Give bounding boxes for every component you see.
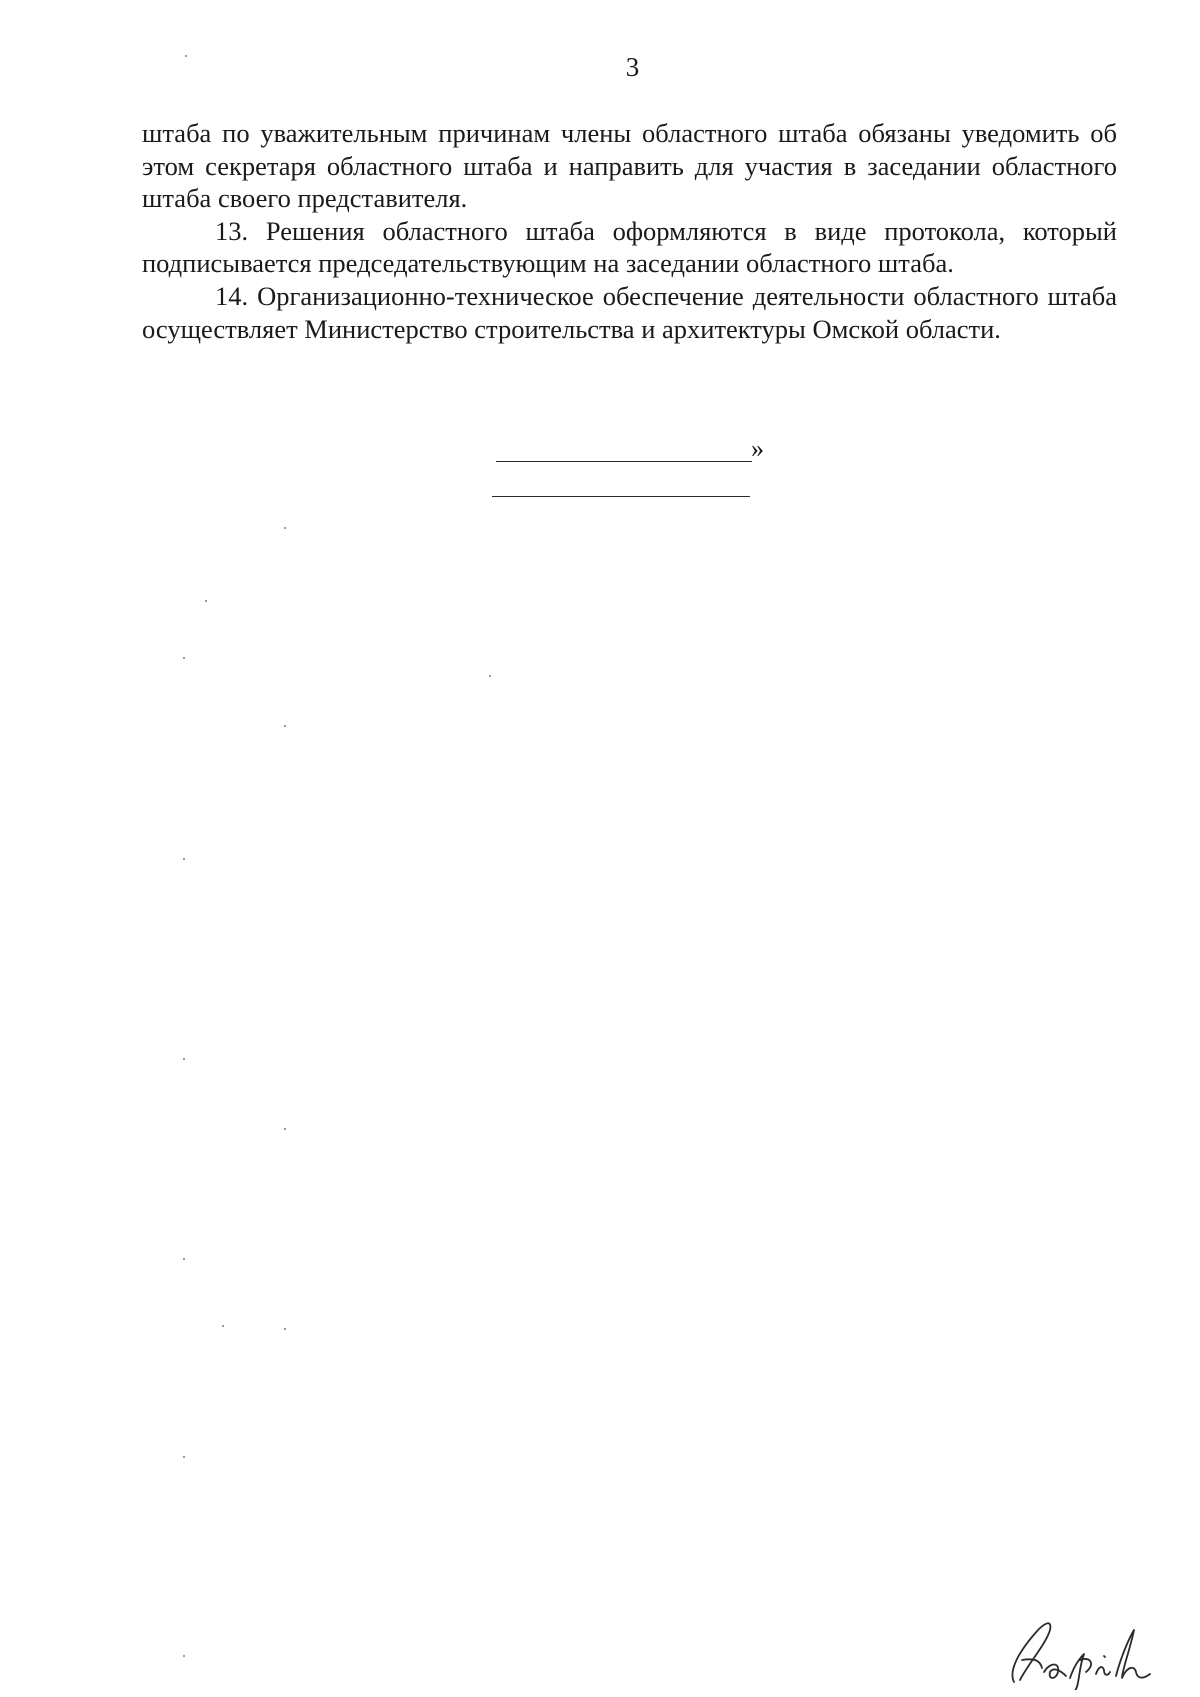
scan-speck	[185, 55, 187, 57]
paragraph-continuation: штаба по уважительным причинам члены областного штаба обязаны уведомить об этом секретаря областного штаба и направить для участия в заседании областного штаба своего представителя.	[142, 118, 1117, 214]
scan-speck	[183, 1456, 185, 1458]
scan-speck	[284, 527, 286, 529]
handwritten-signature	[1000, 1600, 1160, 1690]
scan-speck	[183, 1258, 185, 1260]
page-number: 3	[625, 52, 640, 82]
closing-rule-lower	[492, 496, 750, 497]
closing-quote-mark: »	[751, 434, 764, 463]
paragraph-item-13: 13. Решения областного штаба оформляются в виде протокола, который подписывается председательствующим на заседании областного штаба.	[142, 215, 1117, 279]
scan-speck	[183, 657, 185, 659]
paragraph-item-14: 14. Организационно-техническое обеспечение деятельности областного штаба осуществляет Министерство строительства и архитектуры Омской области.	[142, 280, 1117, 344]
scan-speck	[284, 1328, 286, 1330]
scan-speck	[183, 1655, 185, 1657]
scan-speck	[489, 675, 491, 677]
scan-speck	[183, 1058, 185, 1060]
scan-speck	[222, 1325, 224, 1327]
scan-speck	[205, 600, 207, 602]
closing-rule-upper	[496, 461, 752, 462]
scan-speck	[284, 725, 286, 727]
scan-speck	[284, 1128, 286, 1130]
document-body	[142, 117, 1117, 345]
scan-speck	[183, 858, 185, 860]
